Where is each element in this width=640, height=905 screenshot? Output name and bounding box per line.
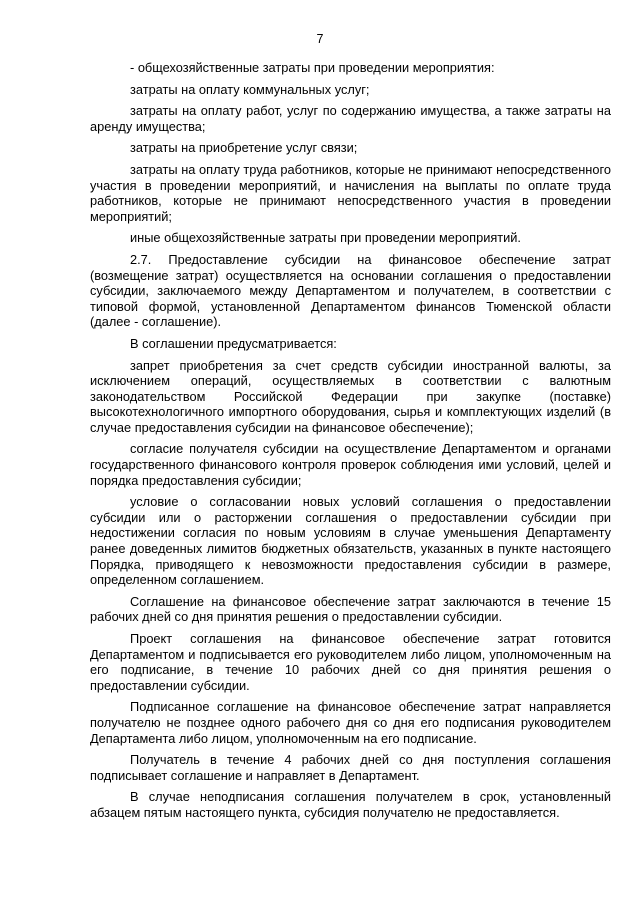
paragraph: В соглашении предусматривается: xyxy=(130,335,337,351)
paragraph: В случае неподписания соглашения получателем в срок, установленный абзацем пятым настоящего пункта, субсидия получателю не предоставляется. xyxy=(90,789,611,820)
paragraph: Соглашение на финансовое обеспечение затрат заключаются в течение 15 рабочих дней со дня принятия решения о предоставлении субсидии. xyxy=(90,593,611,625)
paragraph: Проект соглашения на финансовое обеспечение затрат готовится Департаментом и подписывается его руководителем либо лицом, уполномоченным на его подписание, в течение 10 рабочих дней со дня принятия решения о предоставлении субсидии. xyxy=(90,631,611,693)
paragraph: иные общехозяйственные затраты при проведении мероприятий. xyxy=(130,230,521,246)
document-body xyxy=(90,60,611,827)
paragraph: согласие получателя субсидии на осуществление Департаментом и органами государственного финансового контроля проверок соблюдения ими условий, целей и порядка предоставления субсидии; xyxy=(90,441,611,488)
paragraph: - общехозяйственные затраты при проведении мероприятия: xyxy=(130,60,495,75)
paragraph: Подписанное соглашение на финансовое обеспечение затрат направляется получателю не позднее одного рабочего дня со дня его подписания руководителем Департамента либо лицом, уполномоченным на его подписание. xyxy=(90,699,611,746)
paragraph: запрет приобретения за счет средств субсидии иностранной валюты, за исключением операций, осуществляемых в соответствии с валютным законодательством Российской Федерации при закупке (поставке) высокотехнологичного импортного оборудования, сырья и комплектующих изделий (в случае предоставления субсидии на финансовое обеспечение); xyxy=(90,357,611,435)
paragraph: условие о согласовании новых условий соглашения о предоставлении субсидии или о расторжении соглашения о предоставлении субсидии при недостижении согласия по новым условиям в случае уменьшения Департаменту ранее доведенных лимитов бюджетных обязательств, указанных в пункте настоящего Порядка, приводящего к невозможности предоставления субсидии в размере, определенном соглашением. xyxy=(90,494,611,588)
paragraph: затраты на оплату труда работников, которые не принимают непосредственного участия в проведении мероприятий, и начисления на выплаты по оплате труда работников, которые не принимают непосредственного участия в проведении мероприятий; xyxy=(90,161,611,224)
paragraph: 2.7. Предоставление субсидии на финансовое обеспечение затрат (возмещение затрат) осуществляется на основании соглашения о предоставлении субсидии, заключаемого между Департаментом и получателем, в соответствии с типовой формой, установленной Департаментом финансов Тюменской области (далее - соглашение). xyxy=(90,251,611,330)
paragraph: Получатель в течение 4 рабочих дней со дня поступления соглашения подписывает соглашение и направляет в Департамент. xyxy=(90,752,611,783)
paragraph: затраты на оплату работ, услуг по содержанию имущества, а также затраты на аренду имущества; xyxy=(90,103,611,134)
paragraph: затраты на приобретение услуг связи; xyxy=(130,140,358,156)
page-number: 7 xyxy=(316,32,324,46)
paragraph: затраты на оплату коммунальных услуг; xyxy=(130,81,370,97)
